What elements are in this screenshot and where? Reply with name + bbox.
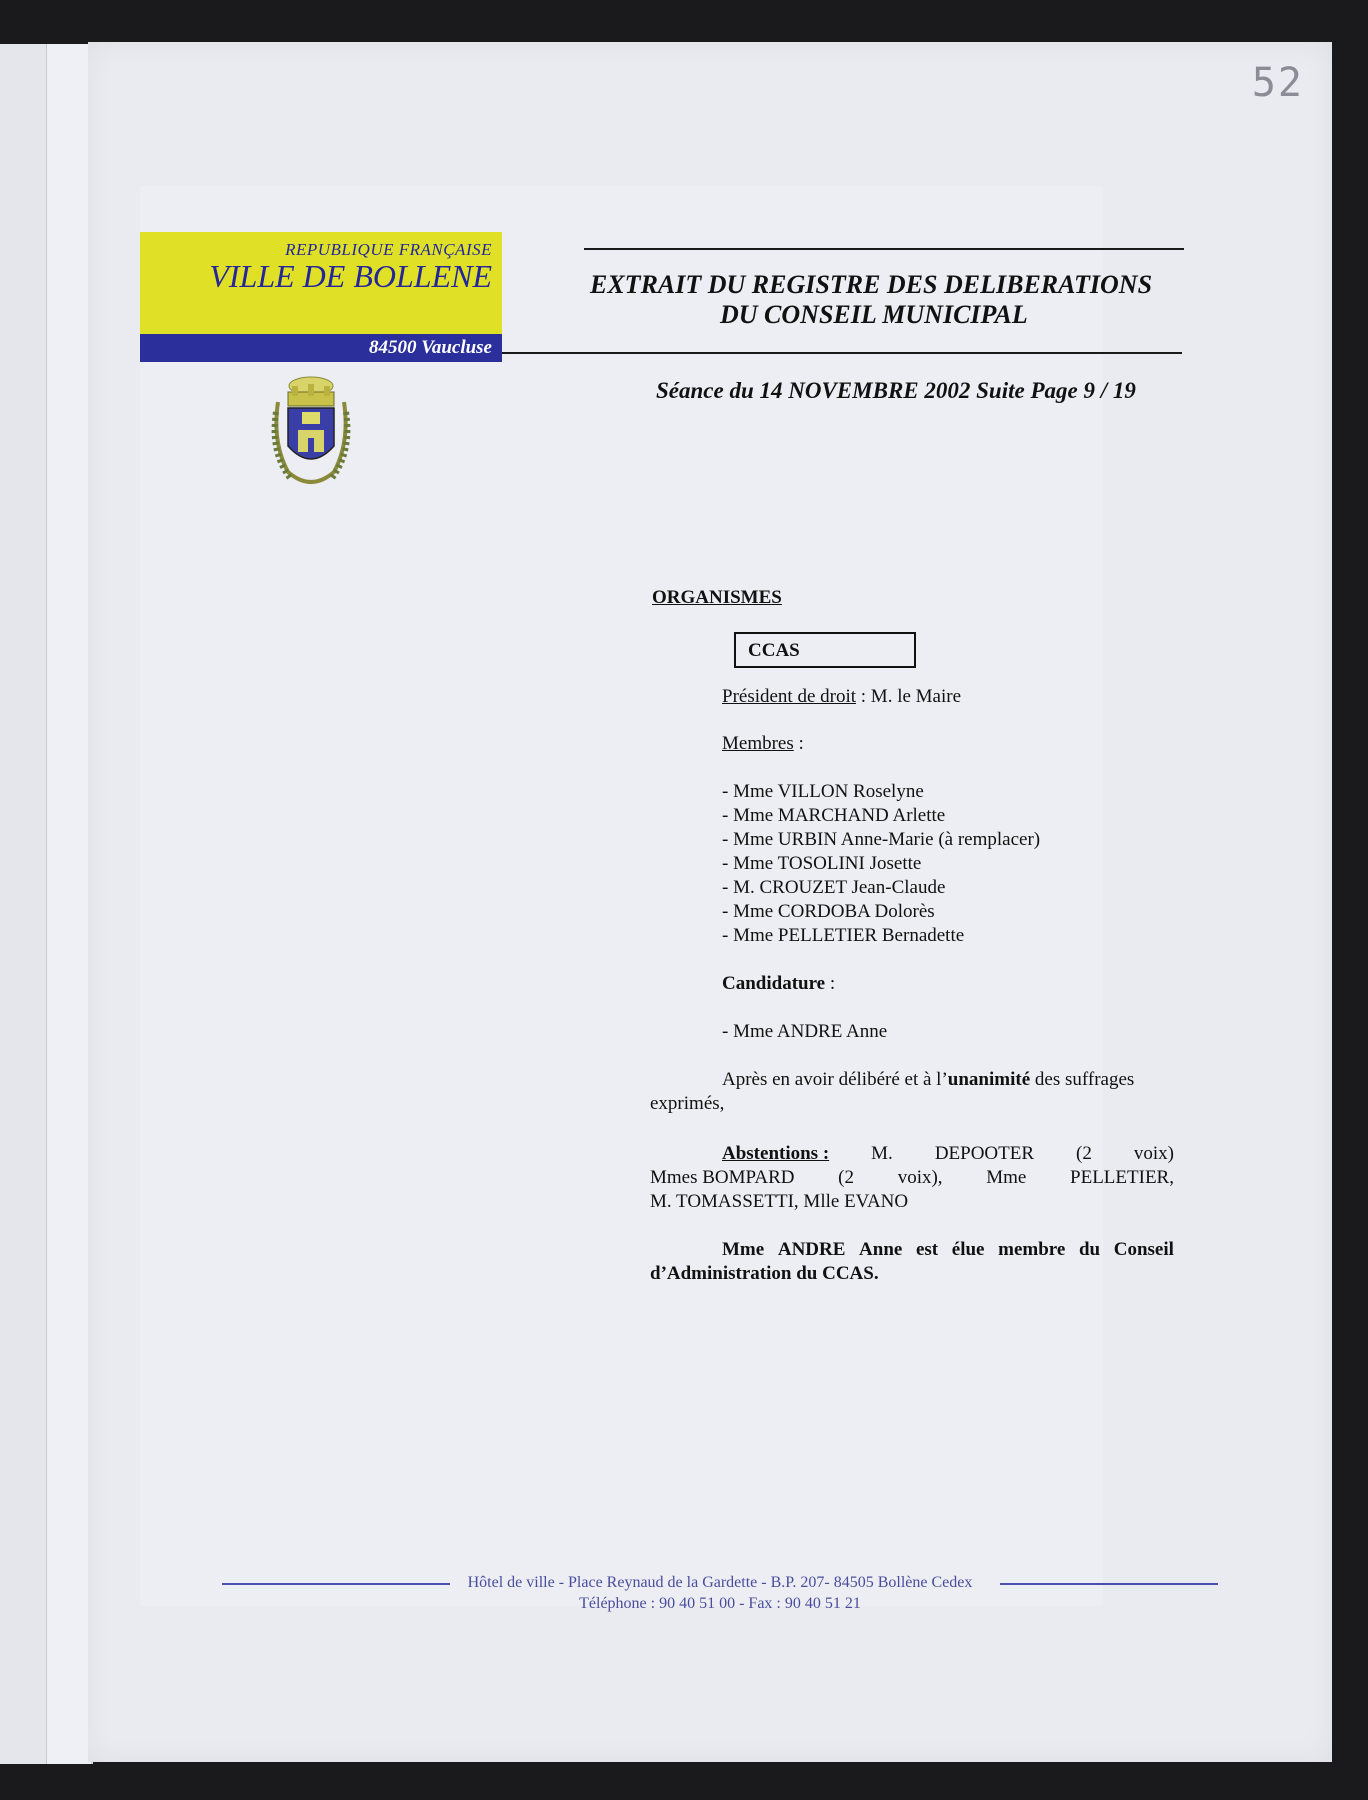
footer-phone: Téléphone : 90 40 51 00 - Fax : 90 40 51 21 [579, 1595, 861, 1612]
deliberation-part2: des suffrages [1030, 1069, 1135, 1090]
result-word: Anne [859, 1239, 903, 1260]
header-rule-top [584, 248, 1184, 250]
abstentions-word: Mmes BOMPARD [650, 1167, 795, 1188]
abstentions-word: (2 [1076, 1143, 1092, 1164]
footer-rule-left [222, 1583, 450, 1585]
abstentions-word: M. [871, 1143, 893, 1164]
candidature-suffix: : [825, 973, 836, 994]
section-heading: ORGANISMES [652, 587, 782, 608]
deliberation-bold: unanimité [947, 1069, 1031, 1090]
abstentions-line2 [650, 1166, 1174, 1190]
abstentions-word: Mme [986, 1167, 1027, 1188]
result-word: Conseil [1113, 1239, 1174, 1260]
candidature-heading [722, 972, 835, 996]
document-title-line2: DU CONSEIL MUNICIPAL [720, 300, 1028, 329]
document-title-line1: EXTRAIT DU REGISTRE DES DELIBERATIONS [590, 270, 1153, 299]
organism-box: CCAS [734, 632, 916, 668]
list-item: - Mme TOSOLINI Josette [722, 853, 922, 874]
result-word: élue [951, 1239, 985, 1260]
abstentions-word: voix), [897, 1167, 943, 1188]
list-item: - Mme MARCHAND Arlette [722, 805, 946, 826]
president-line [722, 685, 961, 709]
abstentions-line1 [722, 1142, 1174, 1166]
result-word: Mme [722, 1239, 765, 1260]
abstentions-line3: M. TOMASSETTI, Mlle EVANO [650, 1191, 909, 1212]
footer-address: Hôtel de ville - Place Reynaud de la Gardette - B.P. 207- 84505 Bollène Cedex [467, 1574, 973, 1591]
header-rule-bottom [502, 352, 1182, 354]
binding-edge [46, 44, 93, 1764]
members-heading [722, 732, 804, 756]
list-item: - Mme URBIN Anne-Marie (à remplacer) [722, 829, 1041, 850]
abstentions-label: Abstentions : [722, 1143, 830, 1164]
members-list [722, 780, 1040, 948]
result-word: ANDRE [777, 1239, 846, 1260]
postcode-dept: 84500 Vaucluse [369, 337, 492, 358]
seance-line: Séance du 14 NOVEMBRE 2002 Suite Page 9 / 19 [656, 378, 1136, 403]
list-item: - Mme VILLON Roselyne [722, 781, 924, 802]
abstentions-word: PELLETIER, [1070, 1167, 1174, 1188]
list-item: - Mme PELLETIER Bernadette [722, 925, 965, 946]
deliberation-line1 [722, 1068, 1134, 1092]
members-label: Membres [722, 733, 794, 754]
deliberation-line2: exprimés, [650, 1093, 725, 1114]
result-line1 [722, 1238, 1174, 1262]
republic-label: REPUBLIQUE FRANÇAISE [285, 240, 492, 259]
footer-rule-right [1000, 1583, 1218, 1585]
abstentions-word: voix) [1133, 1143, 1174, 1164]
abstentions-word: DEPOOTER [934, 1143, 1035, 1164]
town-name: VILLE DE BOLLENE [209, 258, 492, 294]
president-value: : M. le Maire [856, 686, 962, 707]
result-line2: d’Administration du CCAS. [650, 1263, 879, 1284]
candidature-label: Candidature [722, 973, 826, 994]
result-word: membre [998, 1239, 1066, 1260]
candidate-item: - Mme ANDRE Anne [722, 1021, 888, 1042]
result-word: du [1078, 1239, 1101, 1260]
list-item: - Mme CORDOBA Dolorès [722, 901, 935, 922]
deliberation-part1: Après en avoir délibéré et à l’ [722, 1069, 948, 1090]
result-word: est [915, 1239, 939, 1260]
members-suffix: : [793, 733, 804, 754]
list-item: - M. CROUZET Jean-Claude [722, 877, 946, 898]
page-number: 52 [1251, 60, 1304, 106]
town-crest-icon [268, 372, 354, 492]
president-label: Président de droit [722, 686, 857, 707]
abstentions-word: (2 [838, 1167, 854, 1188]
facing-page-edge [0, 44, 50, 1764]
